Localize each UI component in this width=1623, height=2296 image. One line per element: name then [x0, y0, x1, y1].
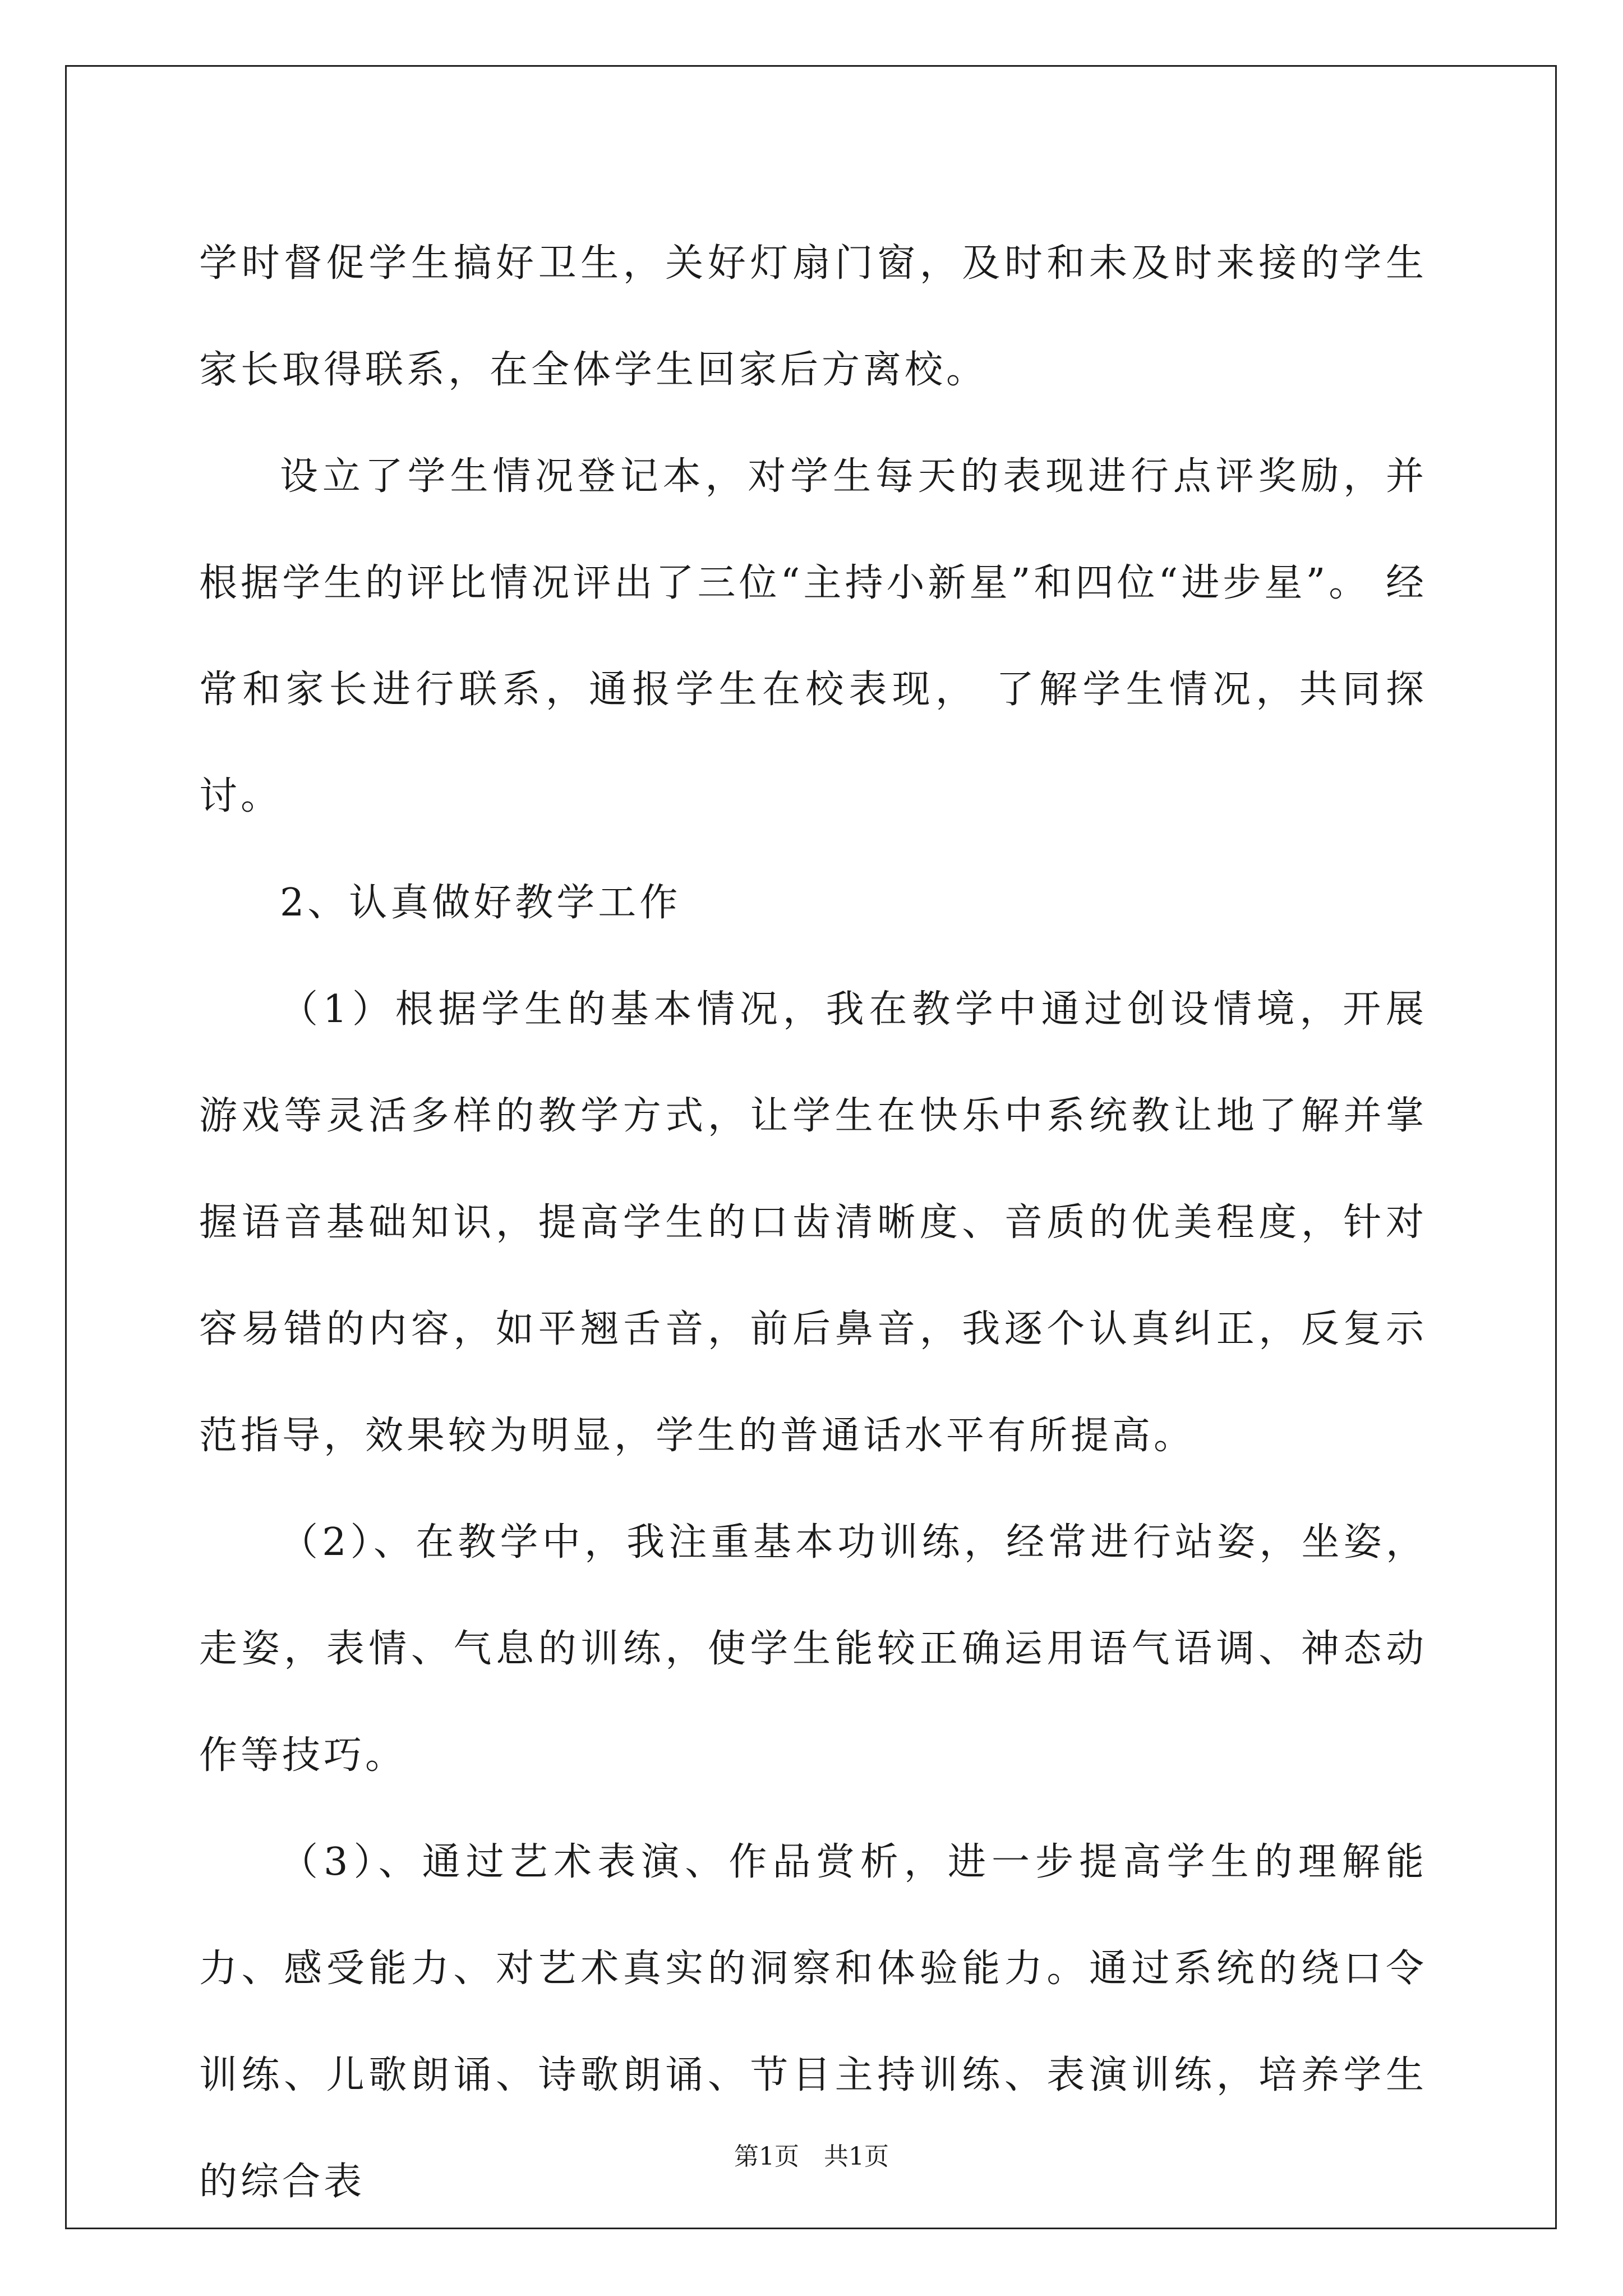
paragraph-1: 学时督促学生搞好卫生，关好灯扇门窗，及时和未及时来接的学生家长取得联系，在全体学生回家后方离校。: [199, 241, 1427, 392]
paragraph-4: （2）、在教学中，我注重基本功训练，经常进行站姿，坐姿，走姿，表情、气息的训练，使学生能较正确运用语气语调、神态动作等技巧。: [199, 1520, 1427, 1778]
paragraph-5: （3）、通过艺术表演、作品赏析，进一步提高学生的理解能力、感受能力、对艺术真实的洞察和体验能力。通过系统的绕口令训练、儿歌朗诵、诗歌朗诵、节目主持训练、表演训练，培养学生的综合表: [199, 1840, 1427, 2204]
section-heading: 2、认真做好教学工作: [280, 881, 681, 925]
paragraph-3: （1）根据学生的基本情况，我在教学中通过创设情境，开展游戏等灵活多样的教学方式，让学生在快乐中系统教让地了解并掌握语音基础知识，提高学生的口齿清晰度、音质的优美程度，针对容易错的内容，如平翘舌音，前后鼻音，我逐个认真纠正，反复示范指导，效果较为明显，学生的普通话水平有所提高。: [199, 987, 1427, 1458]
page-number-footer: 第1页 共1页: [734, 2142, 889, 2171]
document-body: [199, 210, 1427, 2235]
paragraph-2: 设立了学生情况登记本，对学生每天的表现进行点评奖励，并根据学生的评比情况评出了三位“主持小新星”和四位“进步星”。 经常和家长进行联系，通报学生在校表现， 了解学生情况，共同探讨。: [199, 454, 1427, 818]
